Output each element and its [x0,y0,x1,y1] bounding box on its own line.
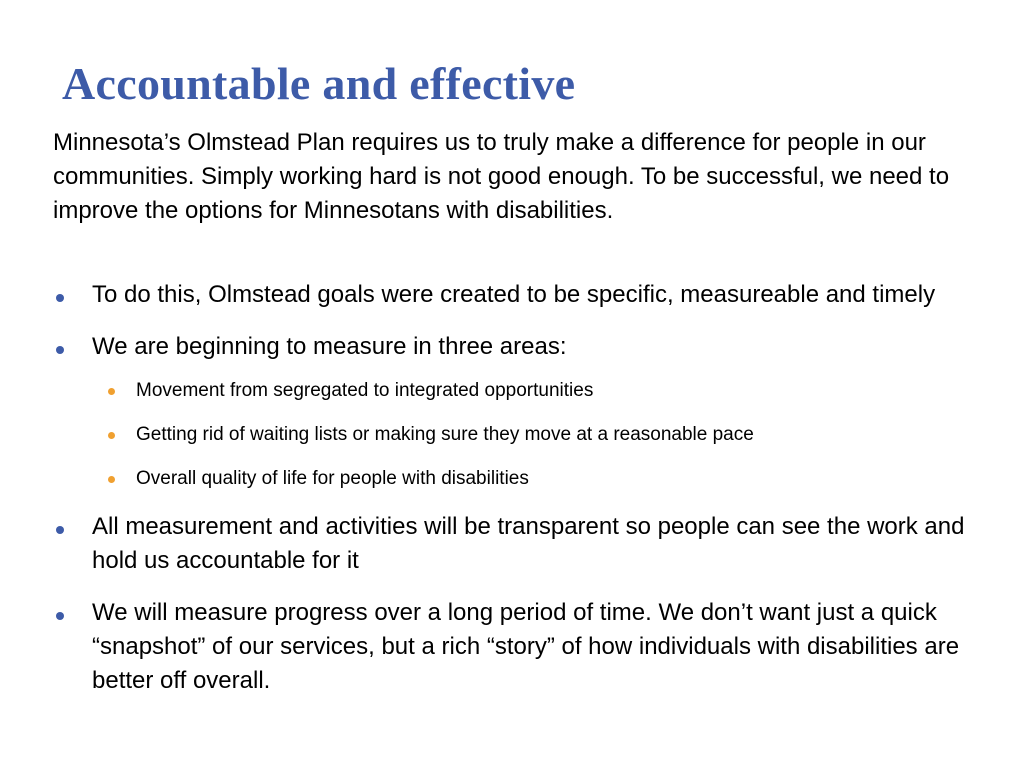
sub-bullet-dot-icon [108,432,115,439]
bullet-text: All measurement and activities will be transparent so people can see the work and hold us accountable for it [92,513,965,574]
bullet-item [53,330,983,492]
sub-bullet-item [92,422,983,448]
bullet-text: We are beginning to measure in three areas: [92,333,567,360]
sub-bullet-dot-icon [108,476,115,483]
sub-bullet-text: Movement from segregated to integrated opportunities [136,380,594,401]
sub-bullet-list [92,378,983,492]
bullet-text: To do this, Olmstead goals were created to be specific, measureable and timely [92,281,936,308]
bullet-list [53,278,983,716]
bullet-item [53,278,983,312]
bullet-dot-icon [56,612,64,620]
bullet-item [53,596,983,698]
bullet-dot-icon [56,294,64,302]
sub-bullet-item [92,378,983,404]
sub-bullet-item [92,466,983,492]
slide-title: Accountable and effective [62,58,576,109]
sub-bullet-text: Getting rid of waiting lists or making sure they move at a reasonable pace [136,424,754,445]
sub-bullet-text: Overall quality of life for people with disabilities [136,468,529,489]
sub-bullet-dot-icon [108,388,115,395]
bullet-dot-icon [56,346,64,354]
bullet-text: We will measure progress over a long period of time. We don’t want just a quick “snapshot” of our services, but a rich “story” of how individuals with disabilities are better off overall. [92,599,960,694]
bullet-dot-icon [56,526,64,534]
bullet-item [53,510,983,578]
intro-paragraph: Minnesota’s Olmstead Plan requires us to truly make a difference for people in our communities. Simply working hard is not good enough. To be successful, we need to improve the options for Minnesotans with disabilities. [53,129,950,224]
